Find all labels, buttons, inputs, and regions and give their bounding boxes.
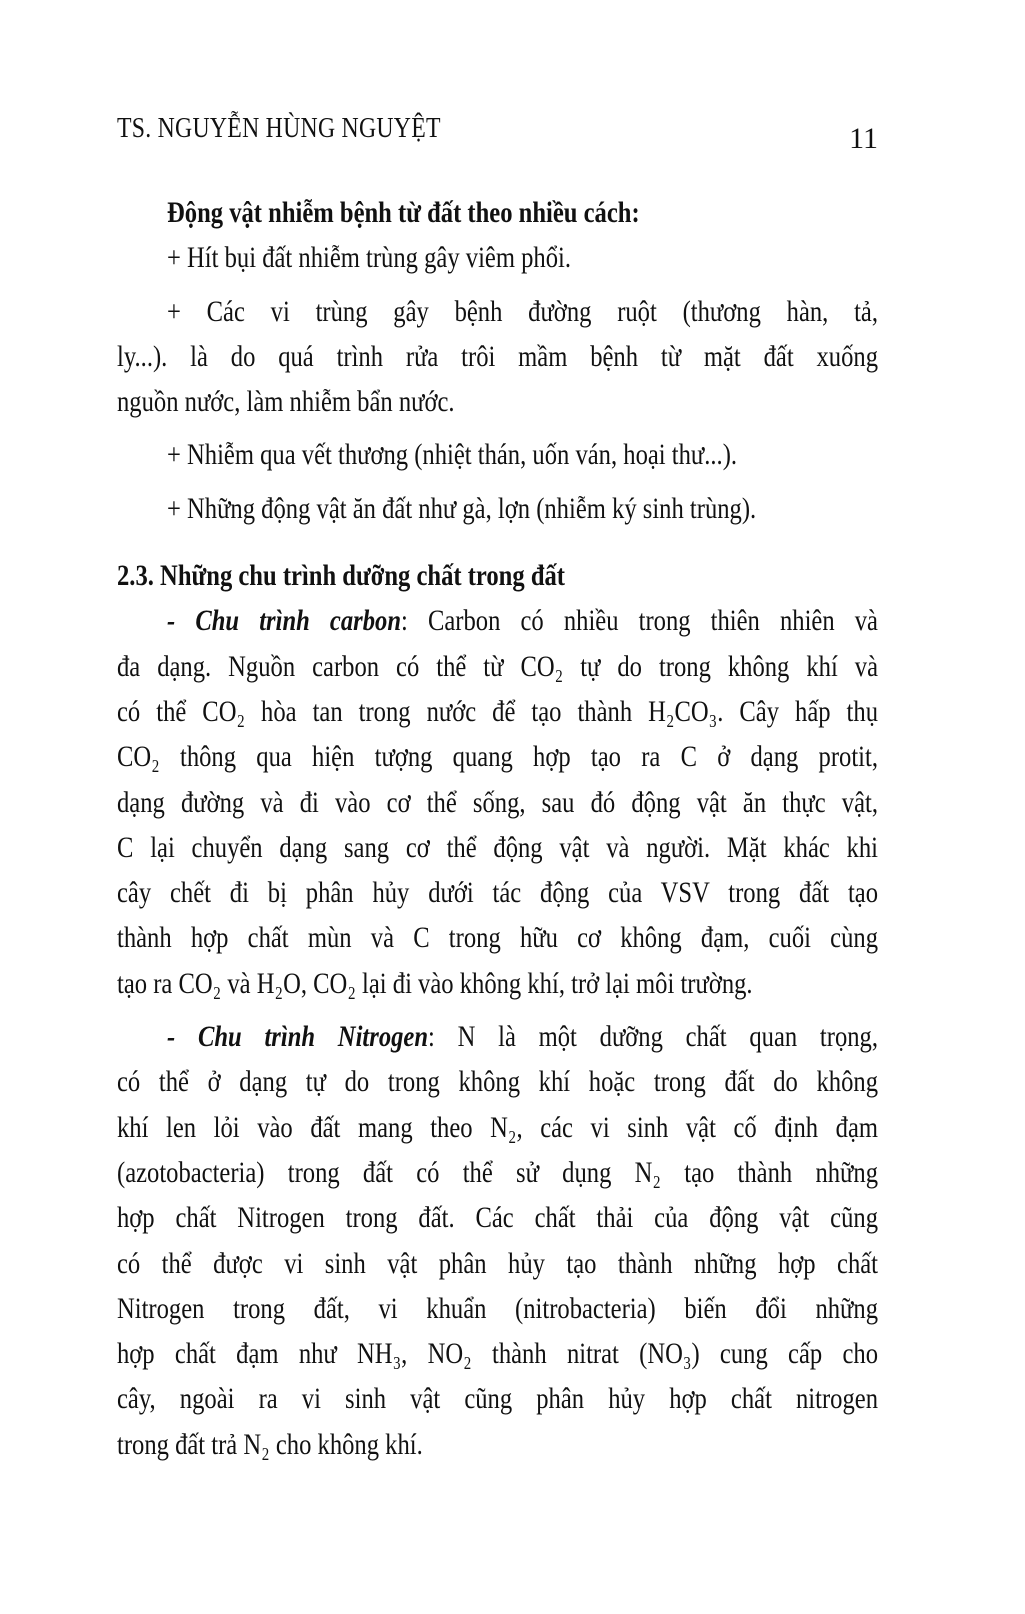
nitrogen-line-3: khí len lỏi vào đất mang theo N₂, các vi sinh vật cố định đạm	[117, 1110, 878, 1144]
bullet-4: + Những động vật ăn đất như gà, lợn (nhiễm ký sinh trùng).	[167, 491, 757, 525]
carbon-label: - Chu trình carbon	[167, 604, 402, 638]
carbon-line-5: dạng đường và đi vào cơ thể sống, sau đó động vật ăn thực vật,	[117, 785, 878, 819]
nitrogen-line-8: hợp chất đạm như NH₃, NO₂ thành nitrat (NO₃) cung cấp cho	[117, 1337, 878, 1371]
carbon-line-1: - Chu trình carbon: Carbon có nhiều trong thiên nhiên và	[167, 604, 878, 638]
carbon-line-8: thành hợp chất mùn và C trong hữu cơ không đạm, cuối cùng	[117, 921, 878, 955]
carbon-line-7: cây chết đi bị phân hủy dưới tác động của VSV trong đất tạo	[117, 876, 878, 910]
running-head: TS. NGUYỄN HÙNG NGUYỆT	[117, 112, 441, 144]
carbon-line-9: tạo ra CO₂ và H₂O, CO₂ lại đi vào không khí, trở lại môi trường.	[117, 966, 753, 1000]
page-header	[117, 112, 878, 156]
nitrogen-line-6: có thể được vi sinh vật phân hủy tạo thành những hợp chất	[117, 1246, 878, 1280]
bullet-1: + Hít bụi đất nhiễm trùng gây viêm phổi.	[167, 241, 572, 275]
carbon-line-2: đa dạng. Nguồn carbon có thể từ CO₂ tự do trong không khí và	[117, 649, 878, 683]
nitrogen-line-5: hợp chất Nitrogen trong đất. Các chất thải của động vật cũng	[117, 1201, 878, 1235]
carbon-line-4: CO₂ thông qua hiện tượng quang hợp tạo ra C ở dạng protit,	[117, 740, 878, 774]
page-body	[117, 190, 878, 1467]
bullet-2-line-1: + Các vi trùng gây bệnh đường ruột (thương hàn, tả,	[167, 294, 878, 328]
bullet-3: + Nhiễm qua vết thương (nhiệt thán, uốn ván, hoại thư...).	[167, 438, 738, 472]
nitrogen-line-4: (azotobacteria) trong đất có thể sử dụng N₂ tạo thành những	[117, 1155, 878, 1189]
bullet-2-line-2: ly...). là do quá trình rửa trôi mầm bệnh từ mặt đất xuống	[117, 339, 878, 373]
intro-title: Động vật nhiễm bệnh từ đất theo nhiều cách:	[167, 196, 640, 229]
nitrogen-line-9: cây, ngoài ra vi sinh vật cũng phân hủy hợp chất nitrogen	[117, 1382, 878, 1416]
carbon-line-3: có thể CO₂ hòa tan trong nước để tạo thành H₂CO₃. Cây hấp thụ	[117, 694, 878, 728]
nitrogen-line-2: có thể ở dạng tự do trong không khí hoặc trong đất do không	[117, 1065, 878, 1099]
nitrogen-line-10: trong đất trả N₂ cho không khí.	[117, 1427, 423, 1461]
carbon-line-6: C lại chuyển dạng sang cơ thể động vật và người. Mặt khác khi	[117, 830, 878, 864]
section-heading: 2.3. Những chu trình dưỡng chất trong đất	[117, 559, 565, 593]
bullet-2-line-3: nguồn nước, làm nhiễm bẩn nước.	[117, 385, 455, 419]
nitrogen-line-1: - Chu trình Nitrogen: N là một dưỡng chất quan trọng,	[167, 1020, 879, 1054]
nitrogen-line-7: Nitrogen trong đất, vi khuẩn (nitrobacteria) biến đổi những	[117, 1291, 878, 1325]
page-number: 11	[849, 122, 878, 155]
nitrogen-label: - Chu trình Nitrogen	[167, 1020, 429, 1054]
